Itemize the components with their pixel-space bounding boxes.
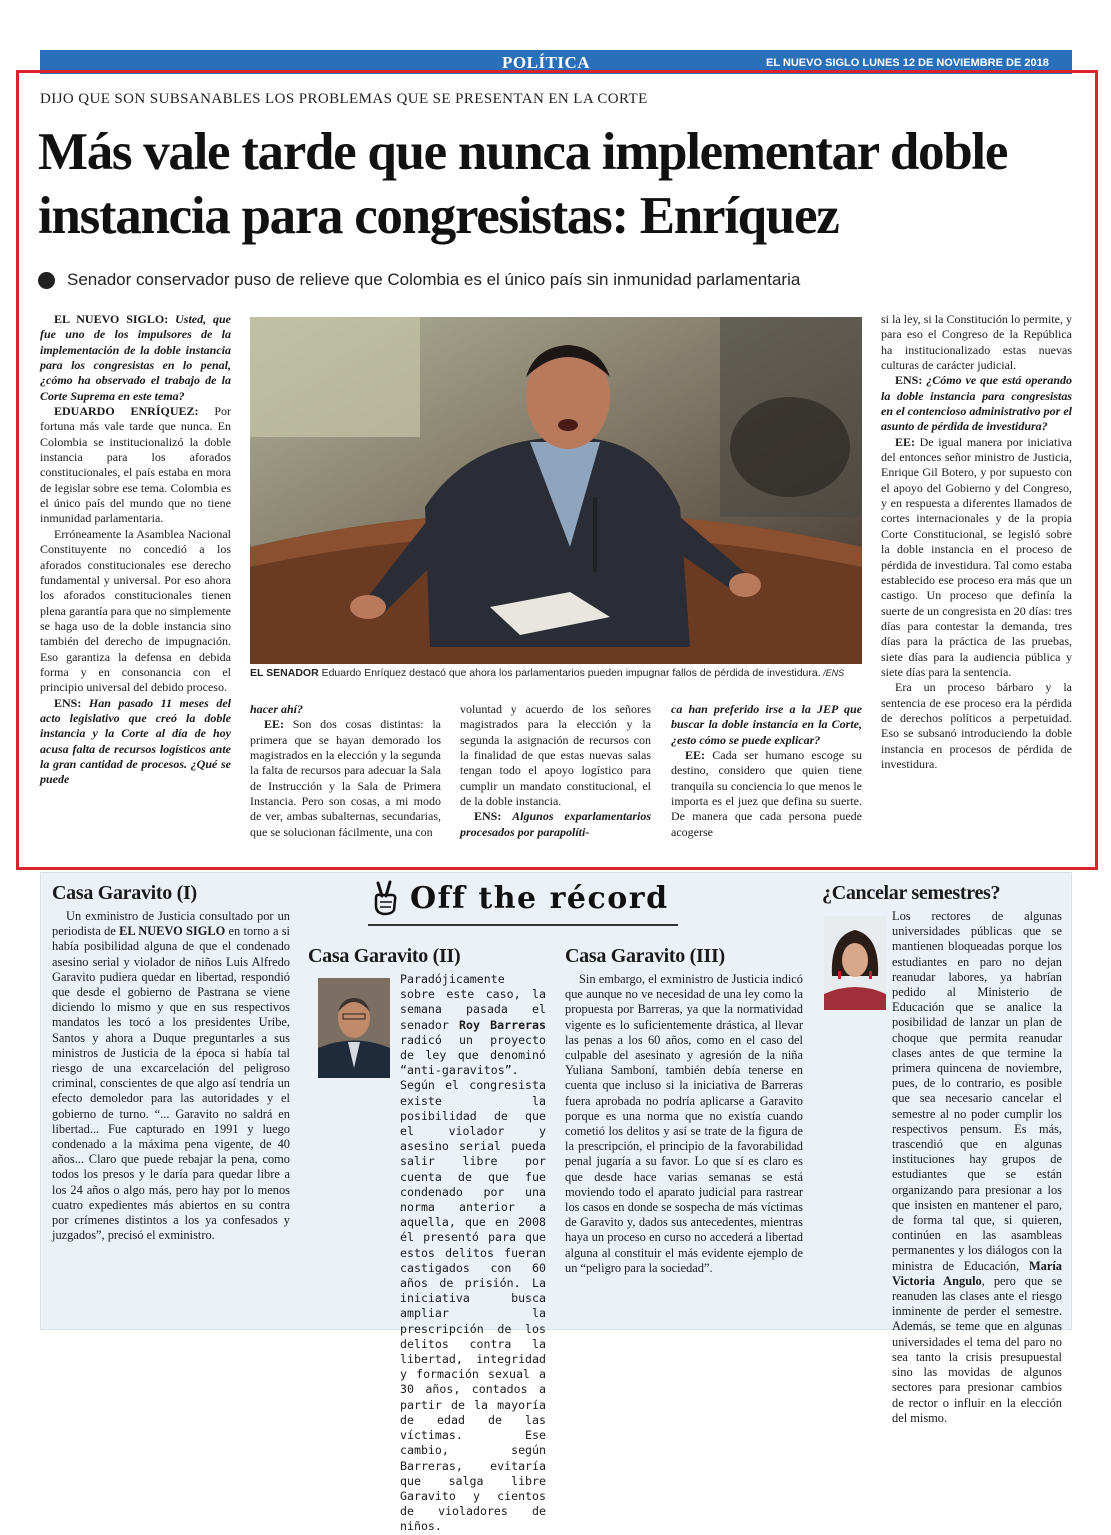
- question-2-end: hacer ahí?: [250, 702, 304, 716]
- answer-2-end: voluntad y acuerdo de los señores magistrados para la elección y la segunda la asignación de recursos con la finalidad de que estas nuevas salas tengan todo el apoyo logístico para cumplir un mandato constitucional, el de la doble instancia.: [460, 702, 651, 809]
- subhead-text: Senador conservador puso de relieve que Colombia es el único país sin inmunidad parlamentaria: [67, 270, 801, 289]
- senator-photo: [250, 317, 862, 664]
- question-3: ENS: Algunos exparlamentarios procesados por parapolíti-: [460, 809, 651, 839]
- answer-3-end: si la ley, si la Constitución lo permite, y para eso el Congreso de la República ha institucionalizado estas nuevas culturas de carácter judicial.: [881, 312, 1072, 373]
- question-3-end: ca han preferido irse a la JEP que buscar la doble instancia en la Corte, ¿esto cómo se puede explicar?: [671, 702, 862, 747]
- box-text: Los rectores de algunas universidades públicas que se mantienen bloqueadas porque los estudiantes en paro no dejan reanudar labores, ya habrían pedido al Ministerio de Educación que se analice la posibilidad de lanzar un plan de choque que permita reanudar clases antes de que termine la primera quincena de noviembre, pues, de lo contrario, es posible que sea necesario cancelar el semestre al no poder cumplir los respectivos pensum. Es más, trascendió que en algunas instituciones hay grupos de estudiantes que se están organizando para presionar a los que insisten en mantener el paro, de forma tal que, si quieren, continúen en las asambleas permanentes y los diálogos con la ministra de Educación, María Victoria Angulo, pero que se reanuden las clases ante el riesgo inminente de perder el semestre. Además, se teme que en algunas universidades el tema del paro no sea tanto la crisis presupuestal sino las movidas de algunos sectores para presionar cambios de rector o influir en la elección del mismo.: [892, 909, 1062, 1425]
- photo-caption: EL SENADOR Eduardo Enríquez destacó que ahora los parlamentarios pueden impugnar fallos de pérdida de investidura. /ENS: [250, 667, 845, 679]
- paper-date: EL NUEVO SIGLO LUNES 12 DE NOVIEMBRE DE 2018: [766, 57, 1049, 69]
- box-text: Sin embargo, el exministro de Justicia indicó que aunque no ve necesidad de una ley como la propuesta por Barreras, ya que la normatividad vigente es lo suficientemente drástica, al llevar las penas a los 60 años, como en el caso del culpable del asesinato y agresión de la niña Yuliana Samboní, también debía tenerse en cuenta que incluso si la iniciativa de Barreras fuera aprobada no podría aplicarse a Garavito porque es una norma que no existía cuando cometió los delitos y así se trate de la figura de la prescripción, el principio de la favorabilidad penal jugaría a su favor. Lo que sí es claro es que desde hace varias semanas se está moviendo todo el aparato judicial para rastrear los casos en donde se sospecha de más víctimas de Garavito y, dados sus antecedentes, mientras haya un proceso en curso no accederá a libertad alguna al constituir el más evidente ejemplo de un “peligro para la sociedad”.: [565, 972, 803, 1275]
- article-column-5: [881, 312, 1072, 772]
- article-column-4: [671, 702, 862, 840]
- article-column-1: [40, 312, 231, 788]
- section-name: POLÍTICA: [502, 53, 591, 72]
- question-2: ENS: Han pasado 11 meses del acto legislativo que creó la doble instancia y la Corte al día de hoy acusa falta de recursos logísticos ante la gran cantidad de procesos. ¿Qué se puede: [40, 695, 231, 787]
- question-4: ENS: ¿Cómo ve que está operando la doble instancia para congresistas en el contencioso administrativo por el asunto de pérdida de investidura?: [881, 373, 1072, 434]
- box-title: Casa Garavito (III): [565, 945, 725, 967]
- bullet-icon: [38, 272, 55, 289]
- article-kicker: DIJO QUE SON SUBSANABLES LOS PROBLEMAS QUE SE PRESENTAN EN LA CORTE: [40, 91, 648, 107]
- box-title: Casa Garavito (II): [308, 945, 461, 967]
- peace-hand-icon: [370, 880, 400, 916]
- off-the-record-title: Off the récord: [410, 880, 669, 916]
- question-1: EL NUEVO SIGLO: Usted, que fue uno de los impulsores de la implementación de la doble instancia para los congresistas en lo penal, ¿cómo ha observado el trabajo de la Corte Suprema en este tema?: [40, 312, 232, 403]
- off-the-record-heading: [370, 880, 669, 916]
- answer-2: EE: Son dos cosas distintas: la primera que se hayan demorado los magistrados en la elección y la segunda la falta de recursos para adecuar la Sala de Instrucción y la Sala de Primera Instancia. Pero son cosas, a mi modo de ver, ambas subalternas, secundarias, que se solucionan fácilmente, una con: [250, 717, 441, 839]
- box-text: Un exministro de Justicia consultado por un periodista de EL NUEVO SIGLO en torno a si había posibilidad alguna de que el condenado asesino serial y violador de niños Luis Alfredo Garavito pudiera quedar en libertad, respondió que desde el gobierno de Pastrana se viene diciendo lo mismo y que en sus respectivos mandatos les tocó a los presidentes Uribe, Santos y ahora a Duque preguntarles a sus ministros de Justicia de la época si había tal riesgo de una excarcelación del peligroso criminal, conscientes de que algo así tendría un efecto demoledor para las autoridades y el gobierno de turno. “... Garavito no saldrá en libertad... Fue capturado en 1991 y luego condenado a la máxima pena vigente, de 40 años... Claro que puede rebajar la pena, como todos los presos y le daría para quedar libre a los 24 años o algo más, pero hay por lo menos cuatro expedientes más abiertos en su contra por crímenes distintos a los ya confesados y juzgados”, precisó el exministro.: [52, 909, 290, 1243]
- box-title: Casa Garavito (I): [52, 882, 197, 904]
- divider: [368, 924, 678, 926]
- paragraph: Erróneamente la Asamblea Nacional Constituyente no concedió a los aforados constitucionales ese derecho fundamental y universal. Por eso ahora los aforados constitucionales tienen plena garantía para que no simplemente se haga uso de la doble instancia sino también del derecho de impugnación. Eso garantiza la defensa en debida forma y en consonancia con el principio universal del debido proceso.: [40, 526, 231, 695]
- answer-4: EE: De igual manera por iniciativa del entonces señor ministro de Justicia, Enrique Gil Botero, y por supuesto con el apoyo del Gobierno y del Congreso, y en respuesta a diferentes llamados de cortes internacionales y de la propia Corte Constitucional, se legisló sobre la doble instancia en el proceso de pérdida de investidura. Tal como estaba establecido ese proceso era más que un castigo. Un proceso que definía la suerte de un congresista en 20 días: tres días para contestar la demanda, tres días para la práctica de las pruebas, siete días para la audiencia pública y siete días para la sentencia.: [881, 434, 1072, 679]
- paragraph: Era un proceso bárbaro y la sentencia de ese proceso era la pérdida de derechos políticos a perpetuidad. Eso se subsanó introduciendo la doble instancia en procesos de pérdida de investidura.: [881, 680, 1072, 771]
- senator-photo-illustration: [250, 317, 862, 664]
- article-subhead: [38, 270, 800, 290]
- answer-1: EDUARDO ENRÍQUEZ: Por fortuna más vale tarde que nunca. En Colombia se institucionalizó la doble instancia para los aforados constitucionales, el país estaba en mora de legislar sobre ese tema. Colombia es el único país del mundo que no tiene inmunidad parlamentaria.: [40, 404, 231, 526]
- article-column-2: [250, 702, 441, 840]
- article-headline: Más vale tarde que nunca implementar doble instancia para congresistas: Enríquez: [38, 123, 1008, 245]
- answer-3: EE: Cada ser humano escoge su destino, considero que quien tiene tranquila su conciencia lo que menos le importa es el juez que defina su suerte. De manera que cada persona puede acogerse: [671, 748, 862, 839]
- box-title: ¿Cancelar semestres?: [822, 882, 1001, 904]
- box-text: Paradójicamente sobre este caso, la semana pasada el senador Roy Barreras radicó un proyecto de ley que denominó “anti-garavitos”. Según el congresista existe la posibilidad de que el violador y asesino serial pueda salir libre por cuenta de que fue condenado por una norma anterior a aquella, que en 2008 él presentó para que estos delitos fueran castigados con 60 años de prisión. La iniciativa busca ampliar la prescripción de los delitos contra la libertad, integridad y formación sexual a 30 años, contados a partir de la mayoría de edad de las víctimas. Ese cambio, según Barreras, evitaría que salga libre Garavito y cientos de violadores de niños.: [400, 972, 547, 1534]
- article-column-3: [460, 702, 651, 840]
- page-number: 11A: [1074, 51, 1107, 71]
